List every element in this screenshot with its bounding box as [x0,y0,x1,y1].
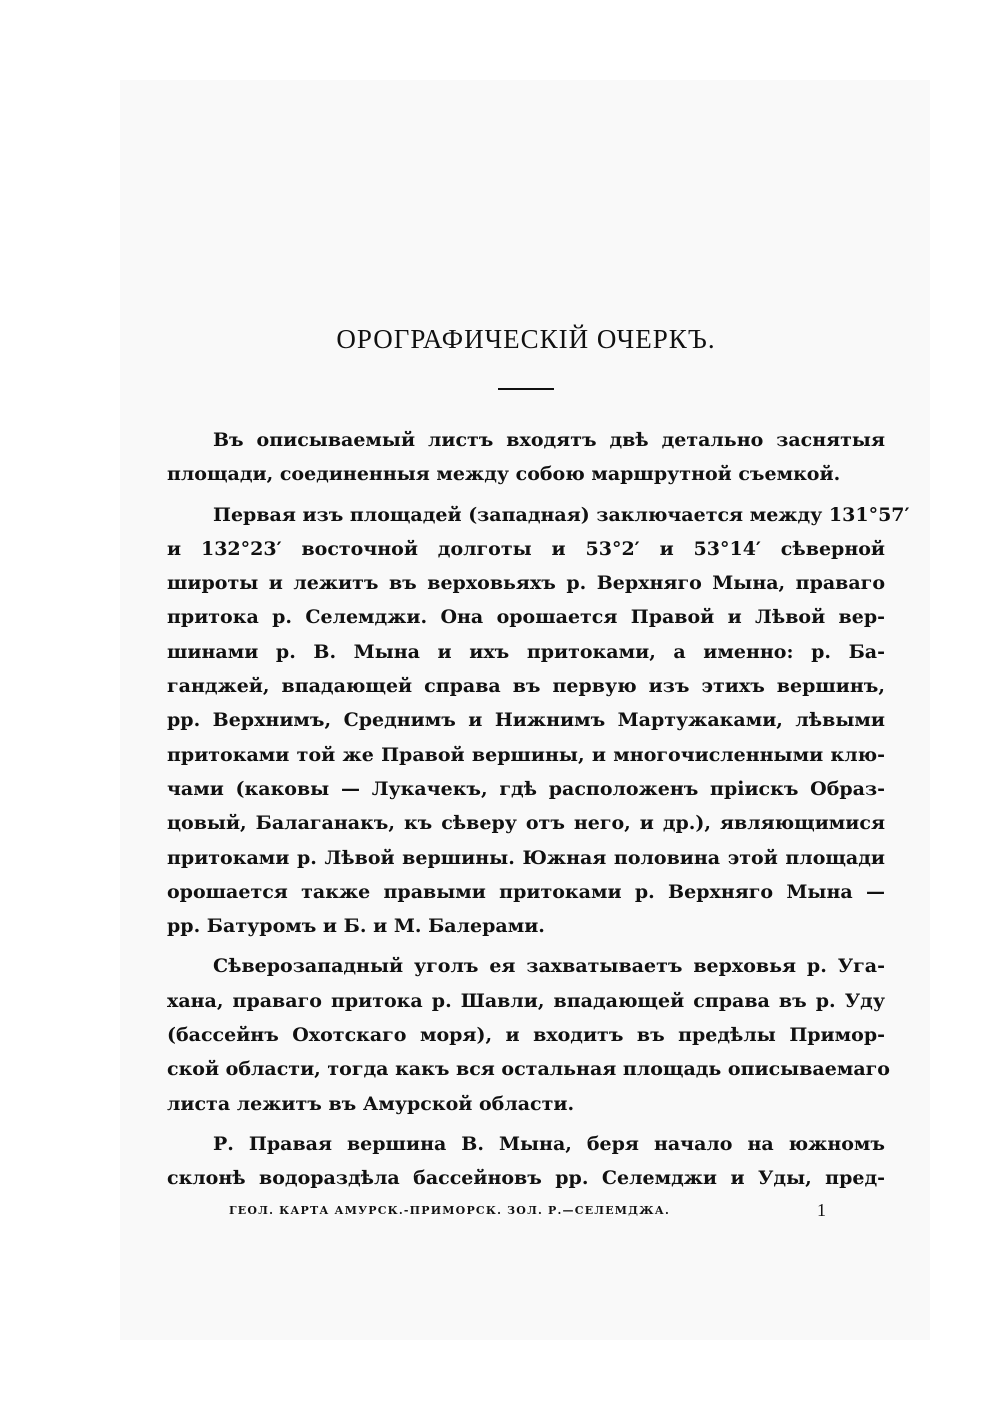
text-line: притоками р. Лѣвой вершины. Южная половина этой площади [167,846,885,869]
paragraph [167,949,890,1120]
body-text [167,423,910,1202]
text-line: рр. Батуромъ и Б. и М. Балерами. [167,915,545,938]
text-line: Сѣверозападный уголъ ея захватываетъ верховья р. Уга- [213,955,885,978]
text-line: и 132°23′ восточной долготы и 53°2′ и 53°14′ сѣверной [167,537,885,560]
text-line: площади, соединенныя между собою маршрутной съемкой. [167,463,841,486]
chapter-title: ОРОГРАФИЧЕСКІЙ ОЧЕРКЪ. [336,324,716,354]
text-line: притока р. Селемджи. Она орошается Правой и Лѣвой вер- [167,606,885,629]
text-line: Первая изъ площадей (западная) заключается между 131°57′ [213,503,910,526]
paragraph [167,423,885,492]
text-line: Р. Правая вершина В. Мына, беря начало на южномъ [213,1132,885,1155]
text-line: цовый, Балаганакъ, къ сѣверу отъ него, и др.), являющимися [167,812,885,835]
text-line: широты и лежитъ въ верховьяхъ р. Верхняго Мына, праваго [167,572,885,595]
running-title: ГЕОЛ. КАРТА АМУРСК.-ПРИМОРСК. ЗОЛ. Р.—СЕЛЕМДЖА. [229,1204,670,1217]
title-rule [498,388,554,390]
text-line: ганджей, впадающей справа въ первую изъ этихъ вершинъ, [167,675,885,698]
paragraph [167,1127,885,1196]
text-line: листа лежитъ въ Амурской области. [167,1092,575,1115]
paragraph [167,498,910,944]
text-line: (бассейнъ Охотскаго моря), и входитъ въ предѣлы Примор- [167,1024,885,1047]
page-footer [229,1202,829,1222]
text-line: чами (каковы — Лукачекъ, гдѣ расположенъ пріискъ Образ- [167,777,885,800]
text-line: шинами р. В. Мына и ихъ притоками, а именно: р. Ба- [167,640,885,663]
text-line: рр. Верхнимъ, Среднимъ и Нижнимъ Мартужаками, лѣвыми [167,709,885,732]
text-line: склонѣ водораздѣла бассейновъ рр. Селемджи и Уды, пред- [167,1167,885,1190]
text-line: хана, праваго притока р. Шавли, впадающей справа въ р. Уду [167,989,885,1012]
text-line: ской области, тогда какъ вся остальная площадь описываемаго [167,1058,890,1081]
text-line: Въ описываемый листъ входятъ двѣ детально заснятыя [213,429,885,451]
text-line: притоками той же Правой вершины, и многочисленными клю- [167,743,885,766]
page-number: 1 [817,1200,826,1220]
text-line: орошается также правыми притоками р. Верхняго Мына — [167,880,885,903]
